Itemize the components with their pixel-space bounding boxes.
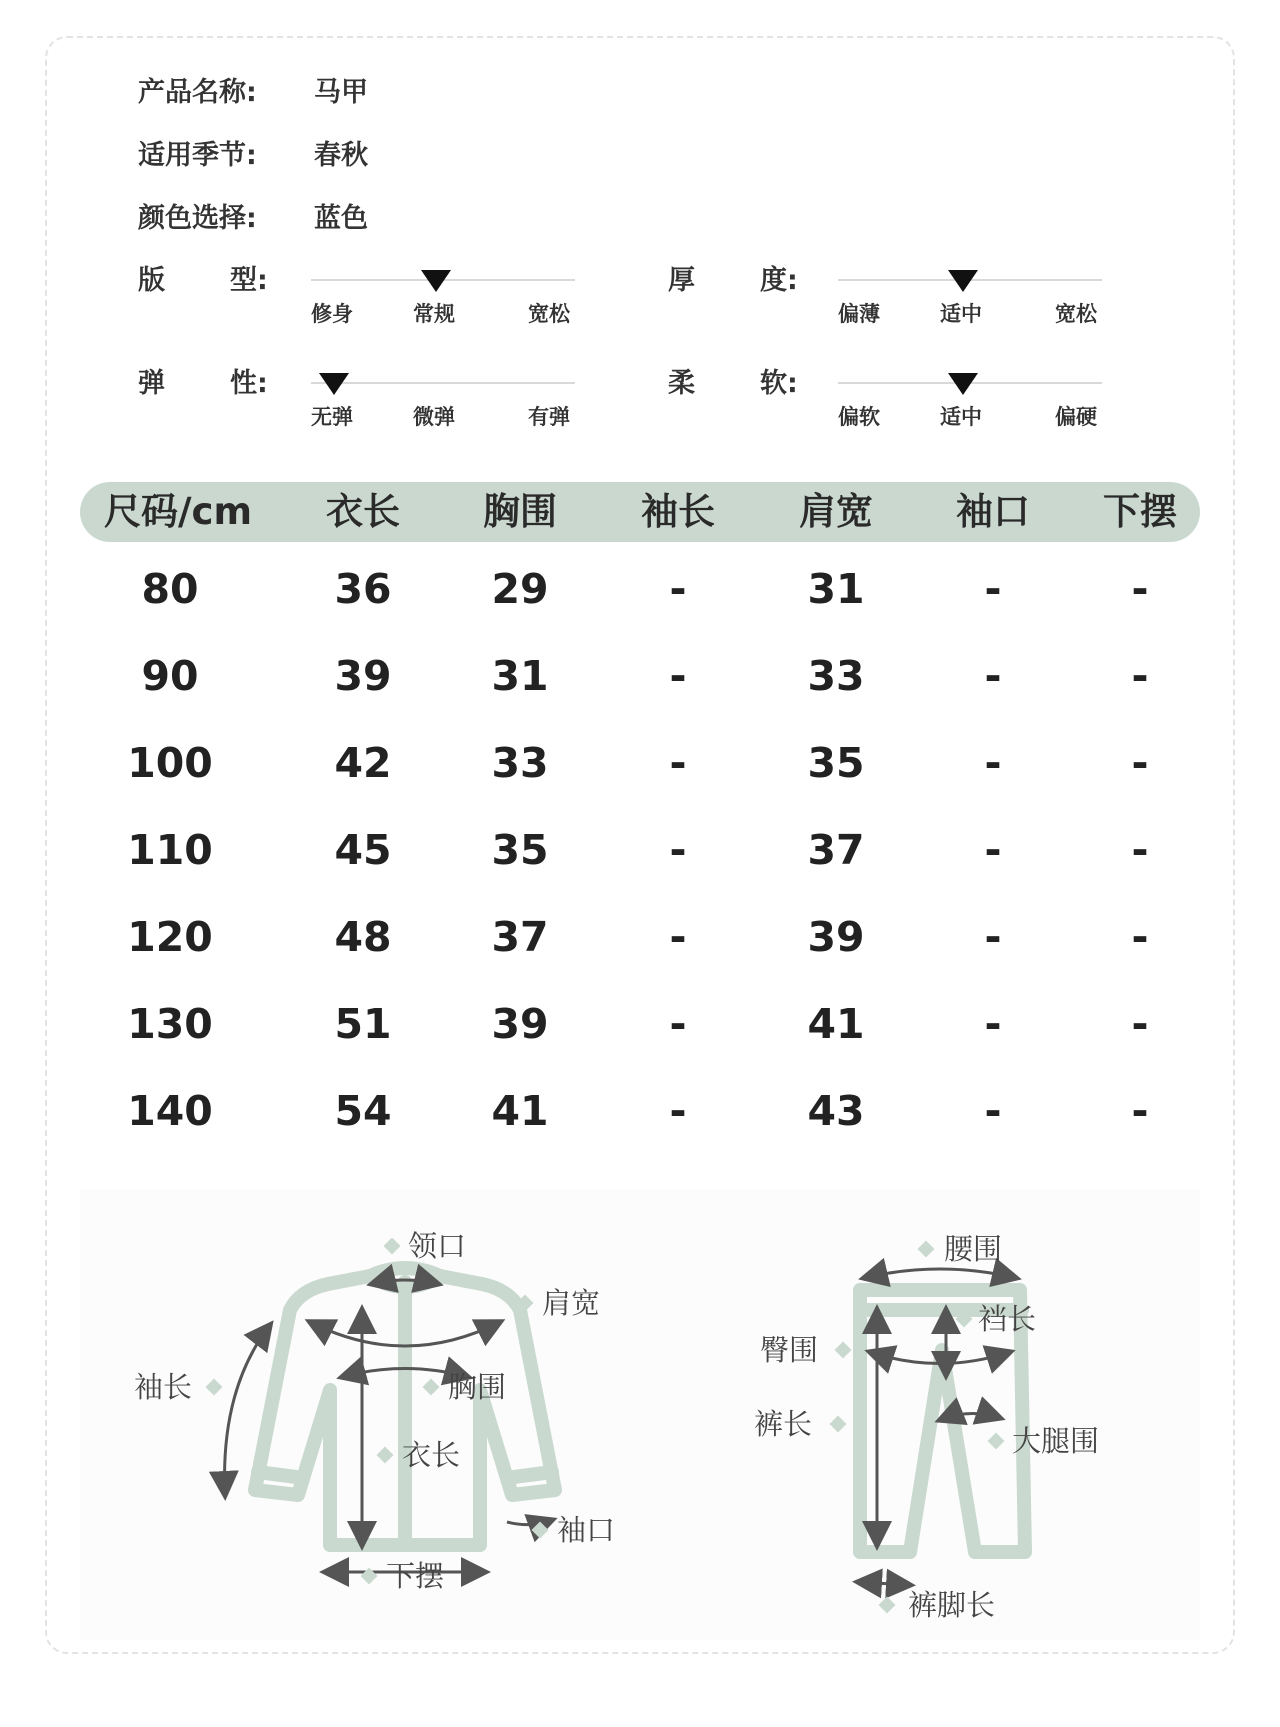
info-value: 蓝色 xyxy=(314,203,368,234)
column-header-shoulder: 肩宽 xyxy=(799,490,873,533)
cell-shoulder: 41 xyxy=(807,1000,865,1048)
label-rise: 裆长 xyxy=(978,1302,1037,1336)
label-body-length: 衣长 xyxy=(402,1438,461,1472)
label-hem: 下摆 xyxy=(386,1559,445,1593)
scale-option: 宽松 xyxy=(528,302,570,326)
cell-length: 48 xyxy=(334,913,392,961)
scale-track xyxy=(311,382,575,384)
garment-illustration xyxy=(80,1190,1200,1640)
cell-shoulder: 39 xyxy=(807,913,865,961)
info-label: 颜色选择: xyxy=(138,203,257,234)
attr-label-b: 性: xyxy=(230,368,268,399)
cell-size: 80 xyxy=(141,565,199,613)
label-chest: 胸围 xyxy=(448,1370,507,1404)
cell-size: 110 xyxy=(127,826,213,874)
scale-option: 无弹 xyxy=(311,405,353,429)
cell-sleeve: - xyxy=(669,826,687,874)
cell-size: 130 xyxy=(127,1000,213,1048)
cell-chest: 37 xyxy=(491,913,549,961)
cell-cuff: - xyxy=(984,1000,1002,1048)
label-collar: 领口 xyxy=(408,1229,467,1263)
scale-option: 偏软 xyxy=(838,405,880,429)
cell-chest: 35 xyxy=(491,826,549,874)
cell-length: 36 xyxy=(334,565,392,613)
measurement-diagram xyxy=(80,1190,1200,1640)
column-header-cuff: 袖口 xyxy=(956,490,1030,533)
scale-option: 适中 xyxy=(940,302,982,326)
cell-shoulder: 31 xyxy=(807,565,865,613)
cell-size: 140 xyxy=(127,1087,213,1135)
cell-hem: - xyxy=(1131,652,1149,700)
cell-hem: - xyxy=(1131,913,1149,961)
scale-option: 宽松 xyxy=(1055,302,1097,326)
cell-cuff: - xyxy=(984,652,1002,700)
cell-chest: 39 xyxy=(491,1000,549,1048)
elasticity-scale xyxy=(138,361,658,451)
info-label: 产品名称: xyxy=(138,77,257,108)
attr-label-a: 弹 xyxy=(138,368,165,399)
scale-marker xyxy=(319,373,349,395)
scale-option: 常规 xyxy=(413,302,455,326)
info-color xyxy=(138,196,368,235)
column-header-size: 尺码/cm xyxy=(104,490,252,533)
cell-size: 120 xyxy=(127,913,213,961)
label-thigh: 大腿围 xyxy=(1012,1424,1100,1458)
cell-length: 51 xyxy=(334,1000,392,1048)
scale-marker xyxy=(948,270,978,292)
attr-label-b: 型: xyxy=(230,265,268,296)
label-hip: 臀围 xyxy=(760,1333,819,1367)
cell-sleeve: - xyxy=(669,1000,687,1048)
cell-shoulder: 37 xyxy=(807,826,865,874)
cell-sleeve: - xyxy=(669,739,687,787)
cell-cuff: - xyxy=(984,826,1002,874)
cell-hem: - xyxy=(1131,565,1149,613)
scale-option: 适中 xyxy=(940,405,982,429)
jacket-outline xyxy=(255,1268,555,1545)
scale-marker xyxy=(948,373,978,395)
cell-cuff: - xyxy=(984,739,1002,787)
cell-length: 39 xyxy=(334,652,392,700)
attr-label-a: 版 xyxy=(138,265,165,296)
scale-option: 偏硬 xyxy=(1055,405,1097,429)
scale-option: 修身 xyxy=(311,302,353,326)
column-header-length: 衣长 xyxy=(326,490,400,533)
cell-size: 90 xyxy=(141,652,199,700)
info-label: 适用季节: xyxy=(138,140,257,171)
cell-length: 54 xyxy=(334,1087,392,1135)
column-header-chest: 胸围 xyxy=(483,490,557,533)
cell-length: 42 xyxy=(334,739,392,787)
attr-label-b: 软: xyxy=(760,368,798,399)
cell-chest: 29 xyxy=(491,565,549,613)
attr-label-b: 度: xyxy=(760,265,798,296)
cell-sleeve: - xyxy=(669,565,687,613)
cell-hem: - xyxy=(1131,1000,1149,1048)
cell-hem: - xyxy=(1131,1087,1149,1135)
scale-option: 有弹 xyxy=(528,405,570,429)
label-pants-length: 裤长 xyxy=(754,1407,813,1441)
info-season xyxy=(138,133,368,172)
label-sleeve-length: 袖长 xyxy=(134,1370,193,1404)
cell-chest: 33 xyxy=(491,739,549,787)
attr-label-a: 厚 xyxy=(668,265,695,296)
info-value: 马甲 xyxy=(314,77,368,108)
scale-marker xyxy=(421,270,451,292)
label-shoulder: 肩宽 xyxy=(542,1286,601,1320)
attr-label-a: 柔 xyxy=(668,368,695,399)
scale-option: 微弹 xyxy=(413,405,455,429)
column-header-sleeve: 袖长 xyxy=(641,490,715,533)
cell-shoulder: 35 xyxy=(807,739,865,787)
cell-size: 100 xyxy=(127,739,213,787)
size-table-header xyxy=(80,482,1200,542)
fit-scale xyxy=(138,258,658,348)
cell-cuff: - xyxy=(984,1087,1002,1135)
cell-sleeve: - xyxy=(669,652,687,700)
column-header-hem: 下摆 xyxy=(1103,490,1177,533)
cell-cuff: - xyxy=(984,565,1002,613)
cell-chest: 41 xyxy=(491,1087,549,1135)
scale-option: 偏薄 xyxy=(838,302,880,326)
cell-sleeve: - xyxy=(669,913,687,961)
thickness-scale xyxy=(668,258,1188,348)
cell-shoulder: 33 xyxy=(807,652,865,700)
cell-length: 45 xyxy=(334,826,392,874)
label-waist: 腰围 xyxy=(944,1232,1003,1266)
cell-shoulder: 43 xyxy=(807,1087,865,1135)
info-value: 春秋 xyxy=(314,140,368,171)
cell-cuff: - xyxy=(984,913,1002,961)
cell-hem: - xyxy=(1131,826,1149,874)
softness-scale xyxy=(668,361,1188,451)
cell-hem: - xyxy=(1131,739,1149,787)
label-leg-opening: 裤脚长 xyxy=(908,1588,996,1622)
label-cuff: 袖口 xyxy=(557,1513,616,1547)
info-product-name xyxy=(138,70,368,109)
cell-chest: 31 xyxy=(491,652,549,700)
cell-sleeve: - xyxy=(669,1087,687,1135)
